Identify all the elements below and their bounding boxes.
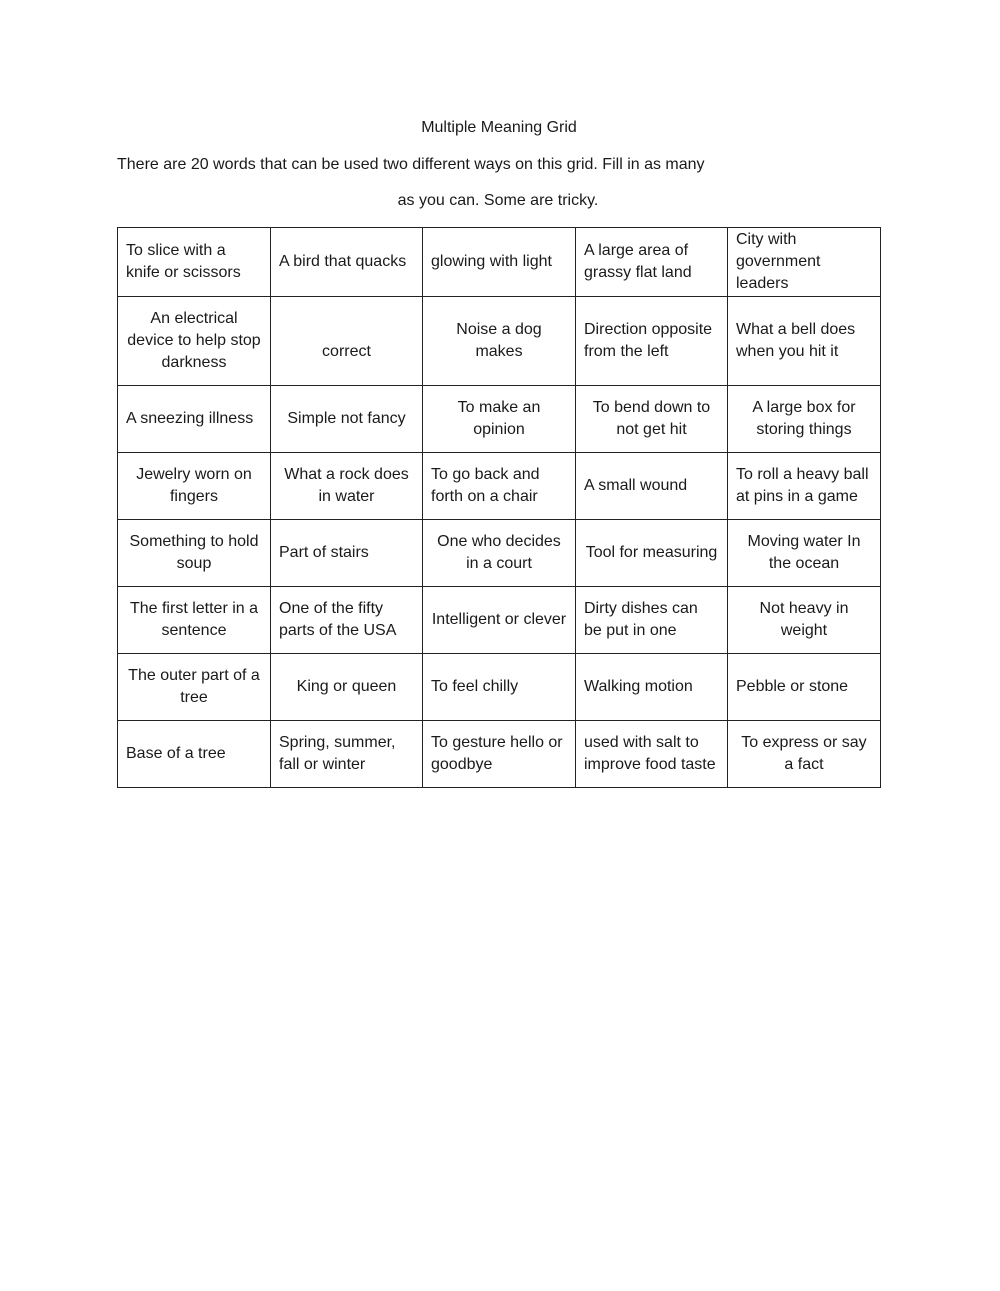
grid-row-5 <box>118 520 881 587</box>
grid-cell: What a bell does when you hit it <box>728 297 881 386</box>
grid-cell: Direction opposite from the left <box>576 297 728 386</box>
grid-cell: Part of stairs <box>271 520 423 587</box>
grid-cell: used with salt to improve food taste <box>576 721 728 788</box>
grid-row-8 <box>118 721 881 788</box>
grid-cell: To bend down to not get hit <box>576 386 728 453</box>
grid-cell: Jewelry worn on fingers <box>118 453 271 520</box>
multiple-meaning-grid <box>117 227 881 788</box>
grid-cell: An electrical device to help stop darkness <box>118 297 271 386</box>
grid-cell: Simple not fancy <box>271 386 423 453</box>
grid-row-4 <box>118 453 881 520</box>
grid-row-6 <box>118 587 881 654</box>
grid-cell: What a rock does in water <box>271 453 423 520</box>
grid-cell: Base of a tree <box>118 721 271 788</box>
grid-cell: A large box for storing things <box>728 386 881 453</box>
grid-row-2 <box>118 297 881 386</box>
grid-cell: Dirty dishes can be put in one <box>576 587 728 654</box>
grid-cell: glowing with light <box>423 228 576 297</box>
grid-cell: To slice with a knife or scissors <box>118 228 271 297</box>
grid-cell: Intelligent or clever <box>423 587 576 654</box>
grid-cell: Not heavy in weight <box>728 587 881 654</box>
grid-cell: Spring, summer, fall or winter <box>271 721 423 788</box>
grid-cell: King or queen <box>271 654 423 721</box>
grid-cell: Tool for measuring <box>576 520 728 587</box>
grid-cell: Pebble or stone <box>728 654 881 721</box>
grid-row-3 <box>118 386 881 453</box>
grid-cell: To make an opinion <box>423 386 576 453</box>
grid-row-7 <box>118 654 881 721</box>
grid-cell: To go back and forth on a chair <box>423 453 576 520</box>
grid-cell: The outer part of a tree <box>118 654 271 721</box>
grid-cell: correct <box>271 297 423 386</box>
grid-cell: To roll a heavy ball at pins in a game <box>728 453 881 520</box>
grid-cell: To express or say a fact <box>728 721 881 788</box>
grid-cell: One who decides in a court <box>423 520 576 587</box>
grid-cell: Noise a dog makes <box>423 297 576 386</box>
instructions-line-1: There are 20 words that can be used two different ways on this grid. Fill in as many <box>117 156 705 173</box>
grid-cell: One of the fifty parts of the USA <box>271 587 423 654</box>
grid-cell: A bird that quacks <box>271 228 423 297</box>
worksheet-title: Multiple Meaning Grid <box>421 119 577 136</box>
grid-cell: To gesture hello or goodbye <box>423 721 576 788</box>
grid-row-1 <box>118 228 881 297</box>
grid-cell: A sneezing illness <box>118 386 271 453</box>
grid-cell: A small wound <box>576 453 728 520</box>
grid-cell: Moving water In the ocean <box>728 520 881 587</box>
grid-cell: City with government leaders <box>728 228 881 297</box>
grid-cell: The first letter in a sentence <box>118 587 271 654</box>
grid-cell: Walking motion <box>576 654 728 721</box>
instructions-line-2: as you can. Some are tricky. <box>397 192 599 209</box>
grid-cell: A large area of grassy flat land <box>576 228 728 297</box>
grid-cell: To feel chilly <box>423 654 576 721</box>
grid-cell: Something to hold soup <box>118 520 271 587</box>
